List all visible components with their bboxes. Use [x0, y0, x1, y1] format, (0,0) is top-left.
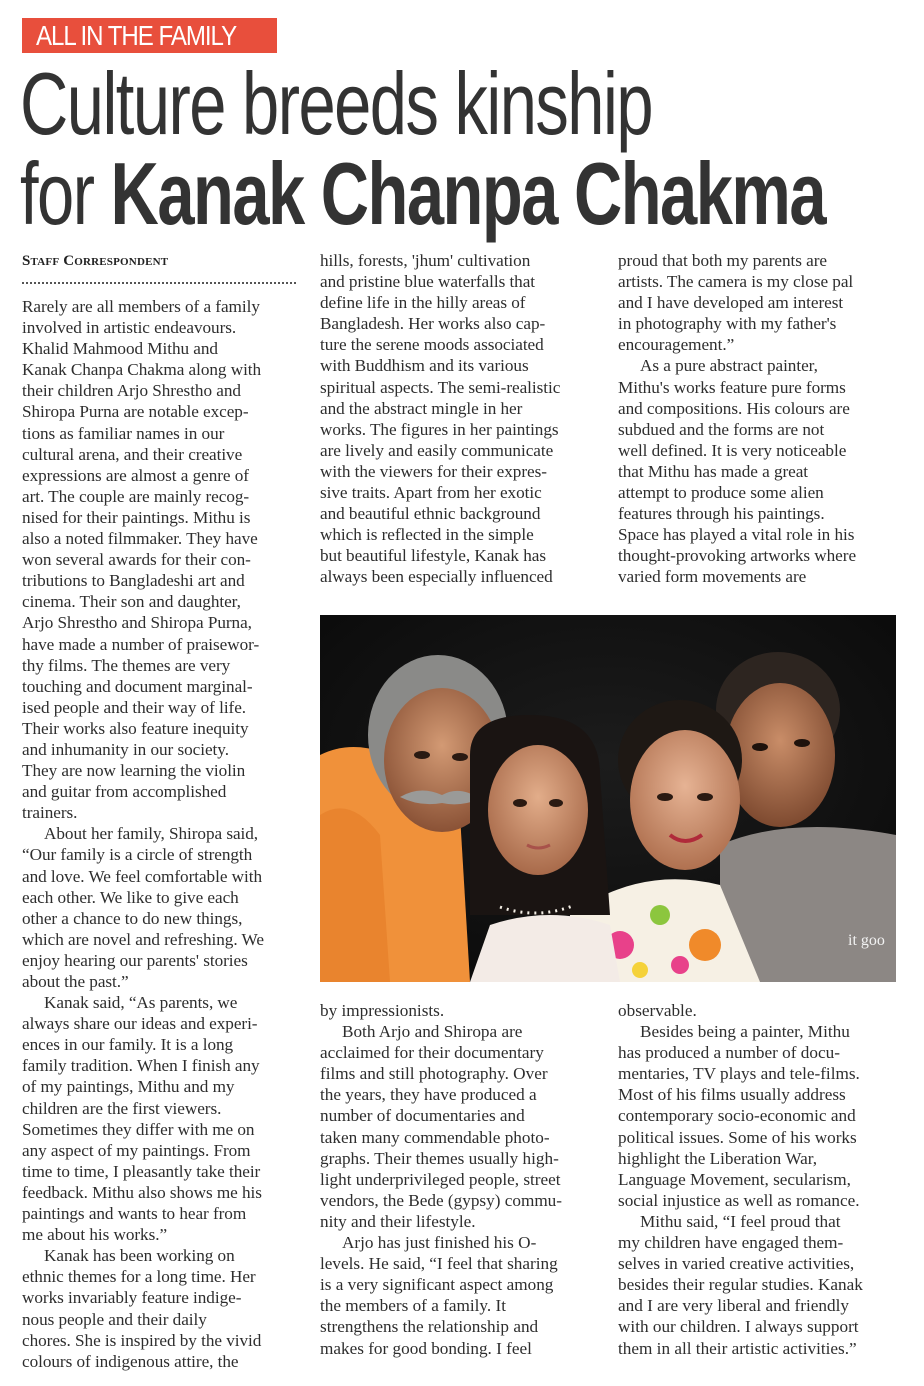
text-line: and I have developed am interest — [618, 293, 844, 313]
text-line: mentaries, TV plays and tele-films. — [618, 1064, 860, 1084]
text-line: the members of a family. It — [320, 1296, 506, 1316]
text-line: art. The couple are mainly recog- — [22, 486, 250, 506]
article-paragraph — [22, 992, 302, 1245]
text-line: hills, forests, 'jhum' cultivation — [320, 251, 531, 270]
article-paragraph — [320, 1000, 602, 1021]
text-line: are lively and easily communicate — [320, 440, 554, 460]
text-line: any aspect of my paintings. From — [22, 1140, 251, 1160]
text-line: and inhumanity in our society. — [22, 739, 229, 759]
text-line: highlight the Liberation War, — [618, 1148, 818, 1168]
text-line: tions as familiar names in our — [22, 423, 225, 443]
text-line: ture the serene moods associated — [320, 335, 544, 355]
text-line: their children Arjo Shrestho and — [22, 381, 241, 401]
text-line: won several awards for their con- — [22, 550, 251, 570]
text-line: artists. The camera is my close pal — [618, 272, 854, 292]
text-line: Kanak said, “As parents, we — [44, 993, 238, 1013]
text-line: is a very significant aspect among — [320, 1275, 554, 1295]
text-line: Arjo Shrestho and Shiropa Purna, — [22, 613, 252, 633]
text-line: works invariably feature indige- — [22, 1288, 242, 1308]
article-column-2-top — [320, 250, 602, 588]
column-2-bottom-body — [320, 1000, 602, 1359]
text-line: in photography with my father's — [618, 314, 837, 334]
text-line: As a pure abstract painter, — [640, 356, 818, 376]
text-line: proud that both my parents are — [618, 251, 827, 270]
text-line: always been especially influenced — [320, 567, 553, 587]
text-line: contemporary socio-economic and — [618, 1106, 856, 1126]
text-line: observable. — [618, 1001, 697, 1020]
text-line: cinema. Their son and daughter, — [22, 592, 241, 612]
text-line: cultural arena, and their creative — [22, 444, 243, 464]
text-line: Besides being a painter, Mithu — [640, 1022, 850, 1042]
text-line: subdued and the forms are not — [618, 419, 825, 439]
text-line: by impressionists. — [320, 1001, 445, 1020]
text-line: with the viewers for their expres- — [320, 461, 547, 481]
text-line: Kanak Chanpa Chakma along with — [22, 360, 262, 380]
text-line: always share our ideas and experi- — [22, 1014, 258, 1034]
text-line: They are now learning the violin — [22, 761, 246, 781]
article-paragraph — [22, 1245, 302, 1372]
section-kicker-label: ALL IN THE FAMILY — [36, 20, 237, 51]
text-line: and pristine blue waterfalls that — [320, 272, 536, 292]
text-line: ised people and their way of life. — [22, 697, 247, 717]
text-line: family tradition. When I finish any — [22, 1056, 260, 1076]
text-line: tributions to Bangladeshi art and — [22, 571, 245, 591]
text-line: Mithu said, “I feel proud that — [640, 1211, 841, 1231]
text-line: besides their regular studies. Kanak — [618, 1275, 863, 1295]
text-line: define life in the hilly areas of — [320, 293, 526, 313]
article-paragraph — [618, 250, 908, 355]
text-line: sive traits. Apart from her exotic — [320, 483, 542, 503]
text-line: which is reflected in the simple — [320, 525, 534, 545]
text-line: Sometimes they differ with me on — [22, 1119, 255, 1139]
text-line: the years, they have produced a — [320, 1085, 537, 1105]
text-line: me about his works.” — [22, 1225, 168, 1245]
article-column-2-bottom — [320, 1000, 602, 1359]
article-paragraph — [320, 250, 602, 588]
text-line: chores. She is inspired by the vivid — [22, 1330, 262, 1350]
text-line: involved in artistic endeavours. — [22, 318, 237, 338]
text-line: Mithu's works feature pure forms — [618, 377, 846, 397]
article-paragraph — [22, 823, 302, 992]
text-line: time to time, I pleasantly take their — [22, 1161, 261, 1181]
text-line: and I are very liberal and friendly — [618, 1296, 849, 1316]
text-line: and compositions. His colours are — [618, 398, 850, 418]
text-line: thy films. The themes are very — [22, 655, 231, 675]
text-line: light underprivileged people, street — [320, 1169, 561, 1189]
text-line: each other. We like to give each — [22, 887, 239, 907]
text-line: nity and their lifestyle. — [320, 1211, 476, 1231]
column-2-top-body — [320, 250, 602, 588]
article-paragraph — [22, 296, 302, 823]
text-line: colours of indigenous attire, the — [22, 1351, 239, 1371]
text-line: feedback. Mithu also shows me his — [22, 1182, 262, 1202]
text-line: films and still photography. Over — [320, 1064, 548, 1084]
text-line: Both Arjo and Shiropa are — [342, 1022, 523, 1042]
text-line: well defined. It is very noticeable — [618, 440, 847, 460]
text-line: and the abstract mingle in her — [320, 398, 523, 418]
text-line: Language Movement, secularism, — [618, 1169, 851, 1189]
article-paragraph — [320, 1232, 602, 1359]
text-line: Their works also feature inequity — [22, 718, 249, 738]
headline-line-2-prefix: for — [20, 144, 111, 243]
text-line: nous people and their daily — [22, 1309, 207, 1329]
text-line: expressions are almost a genre of — [22, 465, 249, 485]
text-line: Bangladesh. Her works also cap- — [320, 314, 546, 334]
text-line: that Mithu has made a great — [618, 461, 809, 481]
article-paragraph — [618, 1021, 908, 1211]
text-line: with our children. I always support — [618, 1317, 859, 1337]
text-line: acclaimed for their documentary — [320, 1043, 544, 1063]
article-column-1 — [22, 250, 302, 1372]
byline: Staff Correspondent — [22, 253, 169, 269]
headline-line-2 — [20, 144, 920, 243]
text-line: ethnic themes for a long time. Her — [22, 1267, 256, 1287]
article-paragraph — [320, 1021, 602, 1232]
text-line: nised for their paintings. Mithu is — [22, 507, 251, 527]
text-line: Khalid Mahmood Mithu and — [22, 339, 218, 359]
column-1-body — [22, 296, 302, 1372]
text-line: which are novel and refreshing. We — [22, 929, 264, 949]
text-line: my children have engaged them- — [618, 1233, 844, 1253]
text-line: number of documentaries and — [320, 1106, 525, 1126]
article-paragraph — [618, 1211, 908, 1359]
text-line: of my paintings, Mithu and my — [22, 1077, 235, 1097]
text-line: them in all their artistic activities.” — [618, 1338, 857, 1358]
text-line: has produced a number of docu- — [618, 1043, 840, 1063]
column-3-top-body — [618, 250, 908, 588]
text-line: other a chance to do new things, — [22, 908, 243, 928]
text-line: Rarely are all members of a family — [22, 297, 260, 316]
article-paragraph — [618, 1000, 908, 1021]
tshirt-print: it goo — [848, 932, 885, 949]
text-line: varied form movements are — [618, 567, 807, 587]
text-line: Space has played a vital role in his — [618, 525, 855, 545]
text-line: but beautiful lifestyle, Kanak has — [320, 546, 546, 566]
text-line: vendors, the Bede (gypsy) commu- — [320, 1190, 563, 1210]
text-line: have made a number of praisewor- — [22, 634, 260, 654]
text-line: paintings and wants to hear from — [22, 1204, 247, 1224]
article-paragraph — [618, 355, 908, 587]
byline-divider — [22, 282, 296, 284]
text-line: taken many commendable photo- — [320, 1127, 550, 1147]
headline-line-1-text: Culture breeds kinship — [20, 54, 652, 153]
text-line: works. The figures in her paintings — [320, 419, 559, 439]
text-line: and guitar from accomplished — [22, 782, 227, 802]
text-line: children are the first viewers. — [22, 1098, 222, 1118]
text-line: with Buddhism and its various — [320, 356, 529, 376]
text-line: social injustice as well as romance. — [618, 1190, 860, 1210]
text-line: and love. We feel comfortable with — [22, 866, 262, 886]
text-line: spiritual aspects. The semi-realistic — [320, 377, 561, 397]
text-line: encouragement.” — [618, 335, 735, 355]
text-line: also a noted filmmaker. They have — [22, 529, 258, 549]
text-line: touching and document marginal- — [22, 676, 253, 696]
article-column-3-top — [618, 250, 908, 588]
family-photo — [320, 615, 896, 982]
text-line: Arjo has just finished his O- — [342, 1233, 537, 1253]
text-line: About her family, Shiropa said, — [44, 824, 259, 844]
text-line: levels. He said, “I feel that sharing — [320, 1254, 558, 1274]
text-line: Kanak has been working on — [44, 1246, 235, 1266]
column-3-bottom-body — [618, 1000, 908, 1359]
text-line: selves in varied creative activities, — [618, 1254, 855, 1274]
text-line: Shiropa Purna are notable excep- — [22, 402, 249, 422]
text-line: trainers. — [22, 803, 78, 823]
text-line: enjoy hearing our parents' stories — [22, 950, 248, 970]
headline-subject-name: Kanak Chanpa Chakma — [110, 144, 826, 243]
headline-line-1 — [20, 54, 920, 153]
text-line: “Our family is a circle of strength — [22, 845, 253, 865]
text-line: Most of his films usually address — [618, 1085, 846, 1105]
text-line: and beautiful ethnic background — [320, 504, 541, 524]
family-photo-illustration — [320, 615, 896, 982]
headline — [20, 54, 920, 243]
section-kicker — [22, 18, 277, 53]
text-line: makes for good bonding. I feel — [320, 1338, 532, 1358]
text-line: political issues. Some of his works — [618, 1127, 857, 1147]
text-line: ences in our family. It is a long — [22, 1035, 234, 1055]
text-line: features through his paintings. — [618, 504, 825, 524]
text-line: strengthens the relationship and — [320, 1317, 539, 1337]
text-line: graphs. Their themes usually high- — [320, 1148, 559, 1168]
article-column-3-bottom — [618, 1000, 908, 1359]
text-line: attempt to produce some alien — [618, 483, 824, 503]
text-line: thought-provoking artworks where — [618, 546, 857, 566]
text-line: about the past.” — [22, 972, 129, 991]
